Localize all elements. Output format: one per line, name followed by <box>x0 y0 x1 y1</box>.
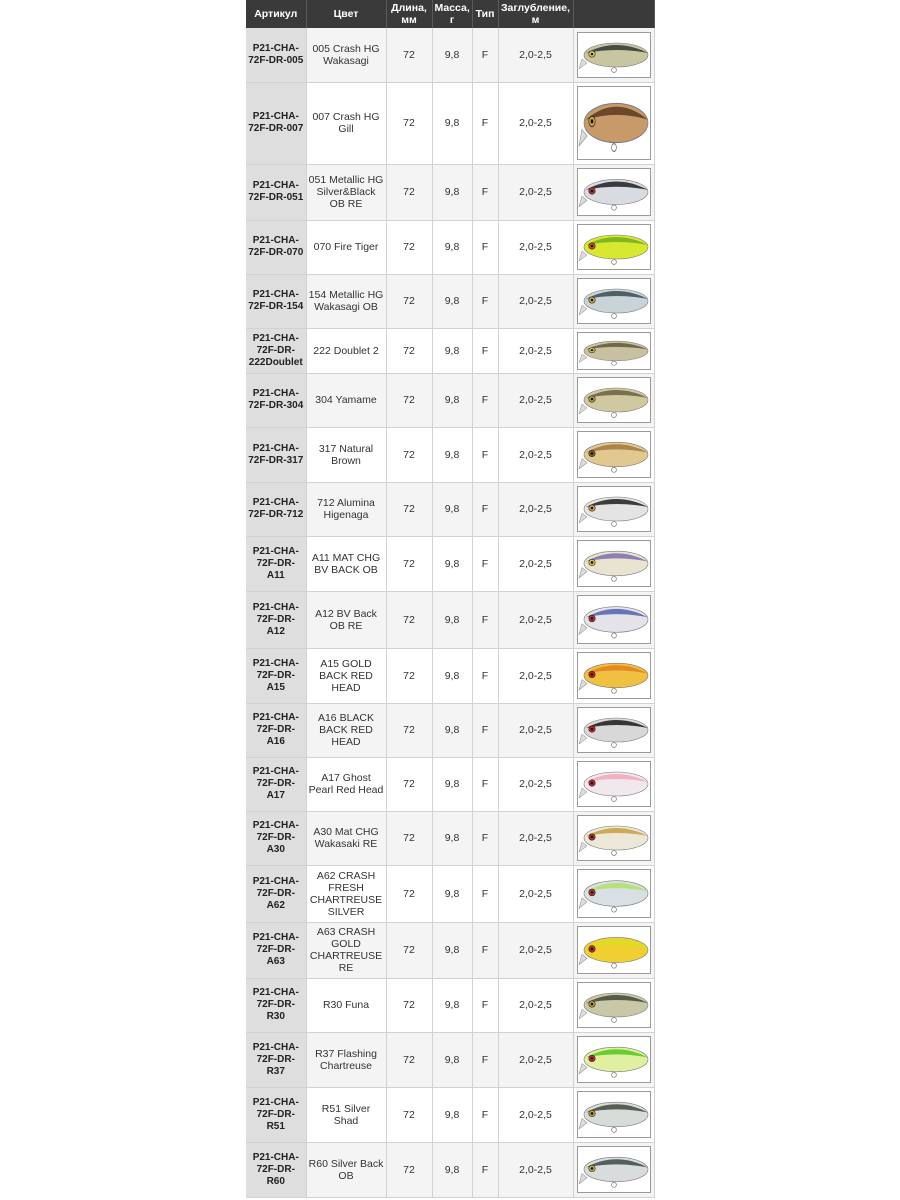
type-cell: F <box>472 1087 498 1142</box>
color-cell: 007 Crash HG Gill <box>306 82 386 164</box>
lure-thumbnail <box>577 431 651 478</box>
depth-cell: 2,0-2,5 <box>498 648 573 703</box>
lure-thumbnail <box>577 982 651 1028</box>
color-cell: 051 Metallic HG Silver&Black OB RE <box>306 164 386 220</box>
article-cell: P21-CHA-72F-DR-A63 <box>246 922 306 978</box>
lure-thumbnail <box>577 224 651 270</box>
depth-cell: 2,0-2,5 <box>498 220 573 274</box>
length-cell: 72 <box>386 865 432 922</box>
type-cell: F <box>472 274 498 328</box>
mass-cell: 9,8 <box>432 1087 472 1142</box>
article-cell: P21-CHA-72F-DR-317 <box>246 427 306 482</box>
article-cell: P21-CHA-72F-DR-222Doublet <box>246 328 306 373</box>
type-cell: F <box>472 373 498 427</box>
lure-thumbnail <box>577 86 651 160</box>
article-cell: P21-CHA-72F-DR-A16 <box>246 703 306 757</box>
lure-icon <box>578 541 650 586</box>
lure-icon <box>578 1092 650 1137</box>
lure-icon <box>578 1037 650 1082</box>
lure-image-cell <box>573 482 654 536</box>
article-cell: P21-CHA-72F-DR-R51 <box>246 1087 306 1142</box>
length-cell: 72 <box>386 328 432 373</box>
mass-cell: 9,8 <box>432 482 472 536</box>
mass-cell: 9,8 <box>432 865 472 922</box>
length-cell: 72 <box>386 427 432 482</box>
mass-cell: 9,8 <box>432 591 472 648</box>
lure-thumbnail <box>577 332 651 370</box>
lure-icon <box>578 169 650 215</box>
length-cell: 72 <box>386 703 432 757</box>
length-cell: 72 <box>386 82 432 164</box>
lure-icon <box>578 653 650 698</box>
lure-thumbnail <box>577 869 651 918</box>
length-cell: 72 <box>386 978 432 1032</box>
lure-thumbnail <box>577 1036 651 1083</box>
header-article: Артикул <box>246 0 306 28</box>
mass-cell: 9,8 <box>432 28 472 82</box>
length-cell: 72 <box>386 274 432 328</box>
lure-thumbnail <box>577 1146 651 1193</box>
article-cell: P21-CHA-72F-DR-005 <box>246 28 306 82</box>
length-cell: 72 <box>386 1032 432 1087</box>
type-cell: F <box>472 482 498 536</box>
lure-image-cell <box>573 427 654 482</box>
article-cell: P21-CHA-72F-DR-304 <box>246 373 306 427</box>
mass-cell: 9,8 <box>432 703 472 757</box>
mass-cell: 9,8 <box>432 811 472 865</box>
article-cell: P21-CHA-72F-DR-A12 <box>246 591 306 648</box>
table-row <box>246 811 654 865</box>
article-cell: P21-CHA-72F-DR-R60 <box>246 1142 306 1197</box>
color-cell: 005 Crash HG Wakasagi <box>306 28 386 82</box>
length-cell: 72 <box>386 28 432 82</box>
depth-cell: 2,0-2,5 <box>498 978 573 1032</box>
lure-image-cell <box>573 274 654 328</box>
table-row <box>246 28 654 82</box>
lure-thumbnail <box>577 540 651 587</box>
lure-icon <box>578 596 650 643</box>
length-cell: 72 <box>386 811 432 865</box>
lure-image-cell <box>573 220 654 274</box>
table-row <box>246 220 654 274</box>
depth-cell: 2,0-2,5 <box>498 427 573 482</box>
lure-thumbnail <box>577 1091 651 1138</box>
depth-cell: 2,0-2,5 <box>498 703 573 757</box>
header-depth: Заглубление, м <box>498 0 573 28</box>
type-cell: F <box>472 220 498 274</box>
lure-image-cell <box>573 757 654 811</box>
color-cell: A17 Ghost Pearl Red Head <box>306 757 386 811</box>
lure-image-cell <box>573 28 654 82</box>
depth-cell: 2,0-2,5 <box>498 1142 573 1197</box>
article-cell: P21-CHA-72F-DR-007 <box>246 82 306 164</box>
color-cell: A16 BLACK BACK RED HEAD <box>306 703 386 757</box>
length-cell: 72 <box>386 373 432 427</box>
color-cell: A11 MAT CHG BV BACK OB <box>306 536 386 591</box>
mass-cell: 9,8 <box>432 427 472 482</box>
lure-icon <box>578 378 650 422</box>
mass-cell: 9,8 <box>432 164 472 220</box>
mass-cell: 9,8 <box>432 220 472 274</box>
article-cell: P21-CHA-72F-DR-A30 <box>246 811 306 865</box>
type-cell: F <box>472 978 498 1032</box>
lure-icon <box>578 487 650 531</box>
table-row <box>246 922 654 978</box>
lure-icon <box>578 870 650 917</box>
type-cell: F <box>472 648 498 703</box>
depth-cell: 2,0-2,5 <box>498 536 573 591</box>
article-cell: P21-CHA-72F-DR-070 <box>246 220 306 274</box>
lure-image-cell <box>573 328 654 373</box>
table-row <box>246 757 654 811</box>
length-cell: 72 <box>386 1087 432 1142</box>
mass-cell: 9,8 <box>432 328 472 373</box>
lure-icon <box>578 927 650 973</box>
mass-cell: 9,8 <box>432 82 472 164</box>
lure-image-cell <box>573 1087 654 1142</box>
color-cell: A63 CRASH GOLD CHARTREUSE RE <box>306 922 386 978</box>
depth-cell: 2,0-2,5 <box>498 82 573 164</box>
table-row <box>246 591 654 648</box>
lure-image-cell <box>573 591 654 648</box>
article-cell: P21-CHA-72F-DR-A17 <box>246 757 306 811</box>
article-cell: P21-CHA-72F-DR-712 <box>246 482 306 536</box>
table-row <box>246 865 654 922</box>
type-cell: F <box>472 865 498 922</box>
color-cell: 712 Alumina Higenaga <box>306 482 386 536</box>
table-row <box>246 1032 654 1087</box>
type-cell: F <box>472 164 498 220</box>
color-cell: 304 Yamame <box>306 373 386 427</box>
table-row <box>246 648 654 703</box>
type-cell: F <box>472 757 498 811</box>
article-cell: P21-CHA-72F-DR-051 <box>246 164 306 220</box>
type-cell: F <box>472 536 498 591</box>
depth-cell: 2,0-2,5 <box>498 1087 573 1142</box>
lure-icon <box>578 762 650 806</box>
type-cell: F <box>472 28 498 82</box>
depth-cell: 2,0-2,5 <box>498 28 573 82</box>
table-row <box>246 703 654 757</box>
type-cell: F <box>472 703 498 757</box>
article-cell: P21-CHA-72F-DR-154 <box>246 274 306 328</box>
lure-image-cell <box>573 648 654 703</box>
color-cell: A62 CRASH FRESH CHARTREUSE SILVER <box>306 865 386 922</box>
article-cell: P21-CHA-72F-DR-R30 <box>246 978 306 1032</box>
table-row <box>246 164 654 220</box>
table-row <box>246 373 654 427</box>
depth-cell: 2,0-2,5 <box>498 922 573 978</box>
lure-icon <box>578 816 650 860</box>
color-cell: R60 Silver Back OB <box>306 1142 386 1197</box>
mass-cell: 9,8 <box>432 1142 472 1197</box>
header-image <box>573 0 654 28</box>
color-cell: A12 BV Back OB RE <box>306 591 386 648</box>
lure-icon <box>578 87 650 159</box>
color-cell: 070 Fire Tiger <box>306 220 386 274</box>
lure-image-cell <box>573 164 654 220</box>
lure-thumbnail <box>577 926 651 974</box>
table-row <box>246 482 654 536</box>
table-row <box>246 978 654 1032</box>
length-cell: 72 <box>386 1142 432 1197</box>
length-cell: 72 <box>386 220 432 274</box>
depth-cell: 2,0-2,5 <box>498 328 573 373</box>
mass-cell: 9,8 <box>432 373 472 427</box>
depth-cell: 2,0-2,5 <box>498 591 573 648</box>
depth-cell: 2,0-2,5 <box>498 757 573 811</box>
color-cell: R37 Flashing Chartreuse <box>306 1032 386 1087</box>
type-cell: F <box>472 811 498 865</box>
length-cell: 72 <box>386 482 432 536</box>
lure-image-cell <box>573 1032 654 1087</box>
length-cell: 72 <box>386 164 432 220</box>
lure-image-cell <box>573 922 654 978</box>
length-cell: 72 <box>386 922 432 978</box>
depth-cell: 2,0-2,5 <box>498 373 573 427</box>
lure-thumbnail <box>577 377 651 423</box>
lure-image-cell <box>573 811 654 865</box>
lure-thumbnail <box>577 595 651 644</box>
length-cell: 72 <box>386 648 432 703</box>
mass-cell: 9,8 <box>432 978 472 1032</box>
lure-image-cell <box>573 536 654 591</box>
lure-image-cell <box>573 1142 654 1197</box>
lure-icon <box>578 33 650 77</box>
depth-cell: 2,0-2,5 <box>498 1032 573 1087</box>
lure-thumbnail <box>577 278 651 324</box>
length-cell: 72 <box>386 757 432 811</box>
color-cell: R30 Funa <box>306 978 386 1032</box>
lure-image-cell <box>573 865 654 922</box>
lure-image-cell <box>573 978 654 1032</box>
type-cell: F <box>472 922 498 978</box>
color-cell: 154 Metallic HG Wakasagi OB <box>306 274 386 328</box>
header-color: Цвет <box>306 0 386 28</box>
type-cell: F <box>472 82 498 164</box>
lure-thumbnail <box>577 486 651 532</box>
depth-cell: 2,0-2,5 <box>498 164 573 220</box>
mass-cell: 9,8 <box>432 648 472 703</box>
article-cell: P21-CHA-72F-DR-R37 <box>246 1032 306 1087</box>
lure-icon <box>578 279 650 323</box>
header-length: Длина, мм <box>386 0 432 28</box>
header-type: Тип <box>472 0 498 28</box>
lure-image-cell <box>573 703 654 757</box>
lure-icon <box>578 432 650 477</box>
article-cell: P21-CHA-72F-DR-A15 <box>246 648 306 703</box>
article-cell: P21-CHA-72F-DR-A62 <box>246 865 306 922</box>
color-cell: 222 Doublet 2 <box>306 328 386 373</box>
type-cell: F <box>472 328 498 373</box>
color-cell: R51 Silver Shad <box>306 1087 386 1142</box>
lure-image-cell <box>573 373 654 427</box>
table-row <box>246 1087 654 1142</box>
lure-thumbnail <box>577 168 651 216</box>
lure-thumbnail <box>577 32 651 78</box>
type-cell: F <box>472 1032 498 1087</box>
mass-cell: 9,8 <box>432 274 472 328</box>
lure-image-cell <box>573 82 654 164</box>
color-cell: A15 GOLD BACK RED HEAD <box>306 648 386 703</box>
mass-cell: 9,8 <box>432 922 472 978</box>
lure-icon <box>578 983 650 1027</box>
table-row <box>246 427 654 482</box>
type-cell: F <box>472 427 498 482</box>
lure-icon <box>578 708 650 752</box>
header-row <box>246 0 654 28</box>
article-cell: P21-CHA-72F-DR-A11 <box>246 536 306 591</box>
depth-cell: 2,0-2,5 <box>498 274 573 328</box>
mass-cell: 9,8 <box>432 757 472 811</box>
depth-cell: 2,0-2,5 <box>498 482 573 536</box>
type-cell: F <box>472 591 498 648</box>
color-cell: 317 Natural Brown <box>306 427 386 482</box>
table-row <box>246 328 654 373</box>
table-row <box>246 82 654 164</box>
table-row <box>246 536 654 591</box>
lure-thumbnail <box>577 652 651 699</box>
header-mass: Масса, г <box>432 0 472 28</box>
lure-thumbnail <box>577 761 651 807</box>
lure-spec-table <box>246 0 655 1198</box>
depth-cell: 2,0-2,5 <box>498 811 573 865</box>
type-cell: F <box>472 1142 498 1197</box>
depth-cell: 2,0-2,5 <box>498 865 573 922</box>
lure-icon <box>578 225 650 269</box>
mass-cell: 9,8 <box>432 536 472 591</box>
table-row <box>246 1142 654 1197</box>
lure-thumbnail <box>577 815 651 861</box>
lure-thumbnail <box>577 707 651 753</box>
mass-cell: 9,8 <box>432 1032 472 1087</box>
color-cell: A30 Mat CHG Wakasaki RE <box>306 811 386 865</box>
length-cell: 72 <box>386 591 432 648</box>
lure-icon <box>578 333 650 369</box>
lure-icon <box>578 1147 650 1192</box>
table-row <box>246 274 654 328</box>
length-cell: 72 <box>386 536 432 591</box>
